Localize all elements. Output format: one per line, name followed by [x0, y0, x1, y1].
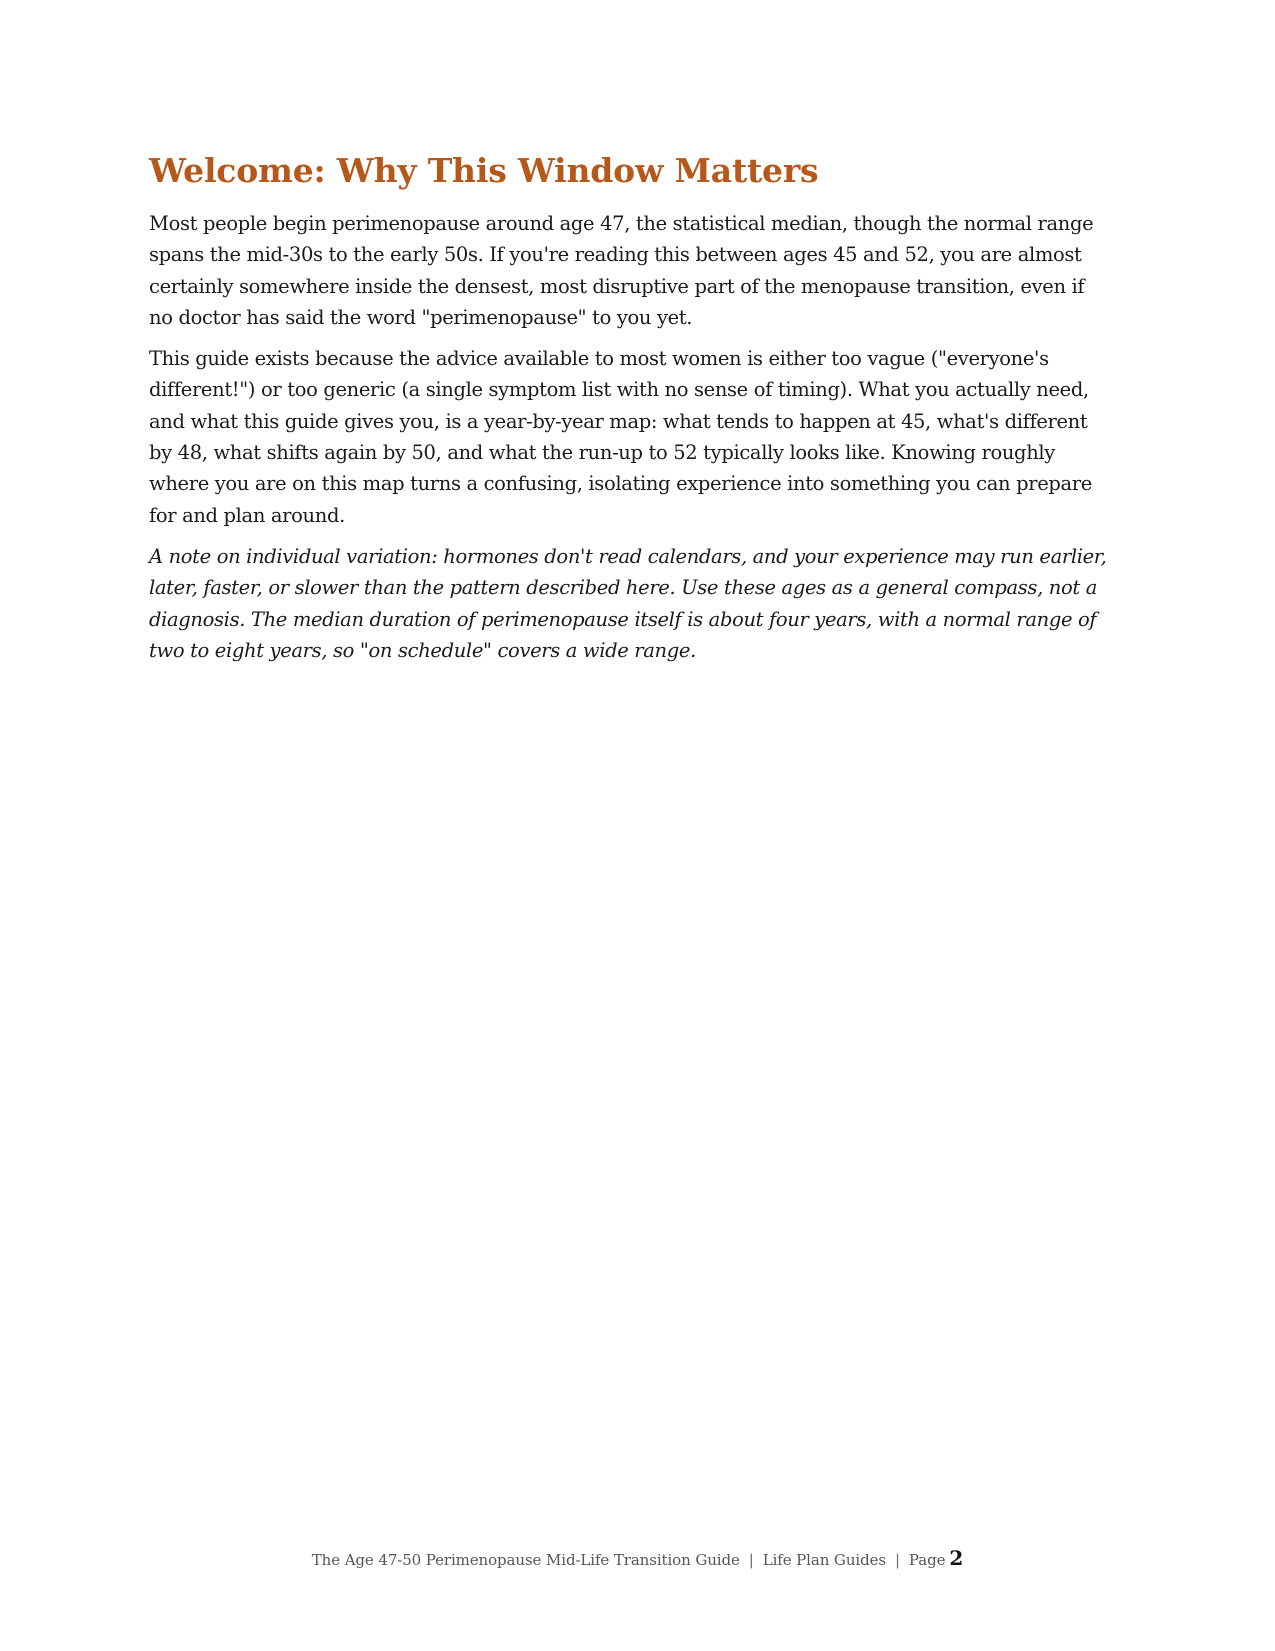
variation-note: A note on individual variation: hormones don't read calendars, and your experience may run earlier, later, faster, or slower than the pattern described here. Use these ages as a general compass, not a diagnosis. The median duration of perimenopause itself is about four years, with a normal range of two to eight years, so "on schedule" covers a wide range. [149, 544, 1107, 662]
purpose-paragraph: This guide exists because the advice available to most women is either too vague ("everyone's different!") or too generic (a single symptom list with no sense of timing). What you actually need, and what this guide gives you, is a year-by-year map: what tends to happen at 45, what's different by 48, what shifts again by 50, and what the run-up to 52 typically looks like. Knowing roughly where you are on this map turns a confusing, isolating experience into something you can prepare for and plan around. [149, 347, 1092, 527]
footer-page-number: 2 [949, 1546, 964, 1570]
intro-paragraph: Most people begin perimenopause around age 47, the statistical median, though the normal range spans the mid-30s to the early 50s. If you're reading this between ages 45 and 52, you are almost certainly somewhere inside the densest, most disruptive part of the menopause transition, even if no doctor has said the word "perimenopause" to you yet. [149, 212, 1094, 329]
page-footer [0, 1546, 1275, 1570]
footer-series-name: Life Plan Guides [762, 1551, 886, 1569]
page-content [149, 148, 1109, 676]
section-heading: Welcome: Why This Window Matters [149, 151, 819, 190]
footer-separator: | [748, 1551, 754, 1569]
footer-guide-title: The Age 47-50 Perimenopause Mid-Life Transition Guide [311, 1551, 740, 1569]
footer-separator: | [894, 1551, 900, 1569]
footer-page-label: Page [908, 1551, 946, 1569]
